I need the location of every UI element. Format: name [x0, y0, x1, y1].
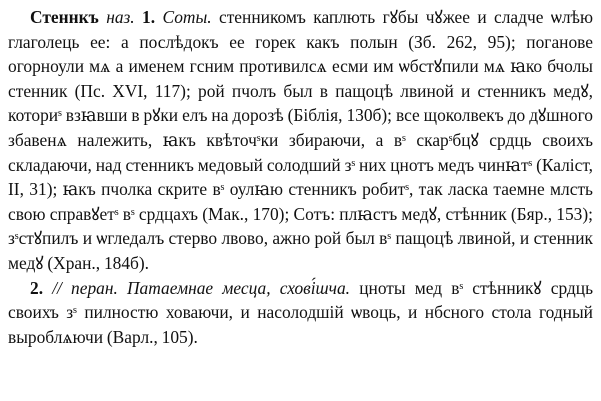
dictionary-entry — [8, 5, 593, 276]
sense-2-number: 2. — [30, 277, 44, 298]
part-of-speech: наз. — [106, 7, 135, 27]
sense-2 — [8, 276, 593, 350]
sense-2-gloss: // перан. Патаемнае месца, схові́шча. — [52, 277, 351, 298]
headword: Стеннкъ — [30, 7, 99, 27]
sense-1-number: 1. — [142, 7, 156, 27]
sense-1-citations: стенникомъ каплють гꙋбы чꙋжее и сладче ѡлѣю глаголець ее: а послѣдокъ ее горек какъ полын (Зб. 262, 95); поганове огорноули мѧ а именем гсним противилсѧ есми им ѡбстꙋпили мѧ ꙗко бчолы стенник (Пс. XVI, 117); рой пчолъ был в пащоцѣ лвиной и стенникъ медꙋ, коториˢ взꙗвши в рꙋки елъ на дорозѣ (Біблія, 130б); все щоколвекъ до дꙋшного збавенѧ належить, ꙗкъ квѣточˢки збираючи, а вˢ скарˢбцꙋ срдць своихъ складаючи, над стенникъ медовый солодший зˢ них цнотъ медъ чинꙗтˢ (Каліст, II, 31); ꙗкъ пчолка скрите вˢ оулꙗю стенникъ робитˢ, так ласка таемне млсть свою справꙋетˢ вˢ срдцахъ (Мак., 170); Сотъ: плꙗстъ медꙋ, стѣнник (Бяр., 153); зˢстꙋпилъ и ѡгледалъ стерво лвово, ажно рой был вˢ пащоцѣ лвиной, и стенник медꙋ (Хран., 184б). — [8, 7, 593, 273]
sense-1-gloss: Соты. — [162, 7, 212, 27]
sense-2-citations: цноты мед вˢ стѣнникꙋ срдць своихъ зˢ пилностю ховаючи, и насолодшій ѡвоць, и нбсного стола годный выроблѧючи (Варл., 105). — [8, 277, 594, 347]
